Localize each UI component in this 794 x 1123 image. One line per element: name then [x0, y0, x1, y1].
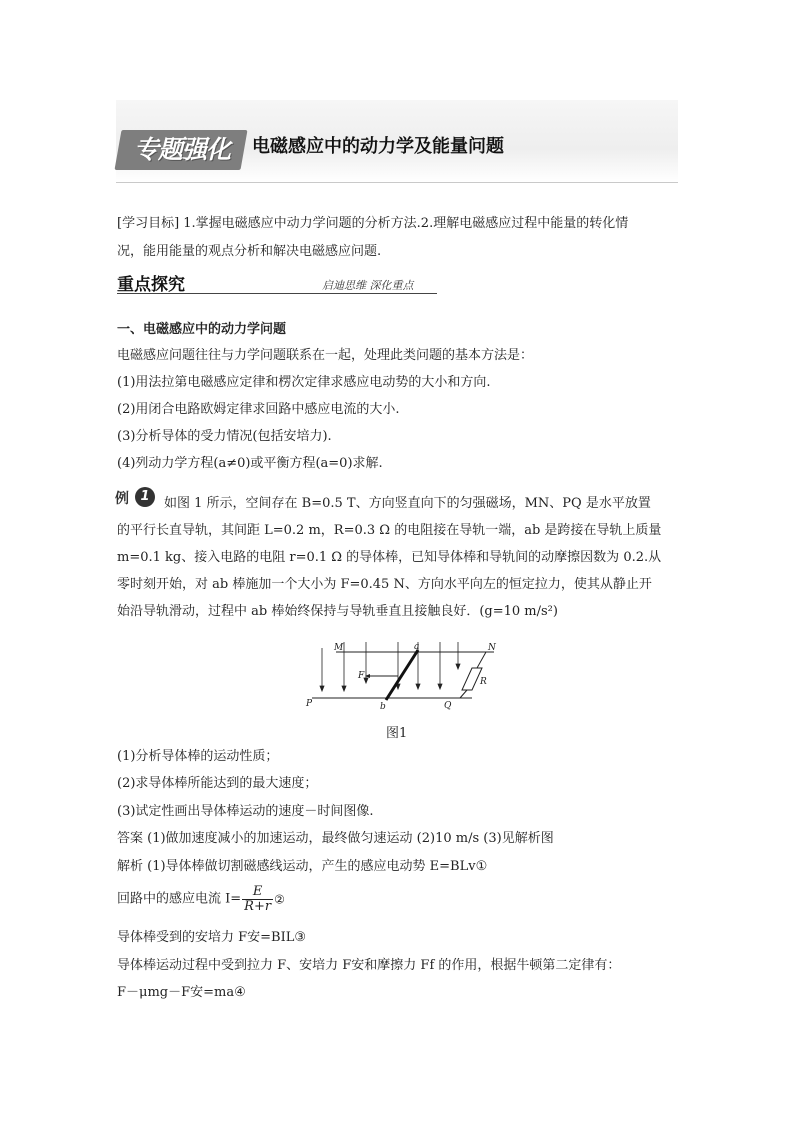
figure-caption: 图1 [386, 726, 408, 741]
analysis-line-1: 解析 (1)导体棒做切割磁感线运动，产生的感应电动势 E=BLv① [117, 859, 488, 874]
objectives-line-2: 况，能用能量的观点分析和解决电磁感应问题. [117, 244, 382, 259]
resistor-lead-bottom [460, 690, 467, 698]
resistor-r [462, 668, 482, 690]
document-title: 电磁感应中的动力学及能量问题 [252, 136, 504, 157]
question-2: (2)求导体棒所能达到的最大速度； [117, 776, 318, 791]
example-badge: 例 [115, 491, 129, 507]
label-q: Q [444, 701, 452, 711]
label-n: N [488, 643, 496, 653]
section-subtitle: 启迪思维 深化重点 [322, 279, 414, 292]
resistor-lead-top [477, 652, 486, 668]
objectives-line-1: [学习目标] 1.掌握电磁感应中动力学问题的分析方法.2.理解电磁感应过程中能量的转化情 [117, 216, 629, 231]
analysis-line-4: 导体棒运动过程中受到拉力 F、安培力 F安和摩擦力 Ff 的作用，根据牛顿第二定律有： [117, 958, 621, 973]
label-a: a [414, 642, 420, 652]
example-line-4: 零时刻开始，对 ab 棒施加一个大小为 F=0.45 N、方向水平向左的恒定拉力，使其从静止开 [117, 577, 652, 592]
example-line-2: 的平行长直导轨，其间距 L=0.2 m，R=0.3 Ω 的电阻接在导轨一端，ab 是跨接在导轨上质量 [117, 523, 662, 538]
current-fraction [242, 885, 273, 914]
part1-step-2: (2)用闭合电路欧姆定律求回路中感应电流的大小. [117, 402, 400, 417]
fraction-numerator: E [242, 885, 273, 900]
topic-logo-text: 专题强化 [133, 135, 230, 164]
label-f: F [358, 671, 365, 681]
section-divider [117, 293, 437, 294]
example-line-3: m=0.1 kg、接入电路的电阻 r=0.1 Ω 的导体棒，已知导体棒和导轨间的动摩擦因数为 0.2.从 [117, 550, 662, 565]
label-r: R [480, 677, 487, 687]
analysis-line-3: 导体棒受到的安培力 F安=BIL③ [117, 930, 307, 945]
part1-step-1: (1)用法拉第电磁感应定律和楞次定律求感应电动势的大小和方向. [117, 375, 491, 390]
fraction-denominator: R+r [244, 899, 272, 914]
conductor-rod-ab [386, 650, 418, 700]
label-m: M [334, 643, 344, 653]
figure-1-diagram [300, 638, 500, 718]
example-line-1: 如图 1 所示，空间存在 B=0.5 T、方向竖直向下的匀强磁场，MN、PQ 是水平放置 [164, 496, 651, 511]
analysis-line-5: F－μmg－F安=ma④ [117, 985, 246, 1000]
label-p: P [306, 699, 313, 709]
question-1: (1)分析导体棒的运动性质； [117, 749, 279, 764]
analysis-line-2 [117, 885, 285, 914]
section-title: 重点探究 [117, 275, 185, 295]
example-line-5: 始沿导轨滑动，过程中 ab 棒始终保持与导轨垂直且接触良好．(g=10 m/s²) [117, 604, 558, 619]
part1-step-3: (3)分析导体的受力情况(包括安培力). [117, 429, 332, 444]
analysis-line-2-suffix: ② [274, 892, 285, 907]
analysis-line-2-prefix: 回路中的感应电流 I= [117, 891, 242, 907]
label-b: b [380, 702, 386, 712]
example-number: 1 [135, 487, 155, 507]
part1-step-4: (4)列动力学方程(a≠0)或平衡方程(a=0)求解. [117, 456, 383, 471]
answer-line: 答案 (1)做加速度减小的加速运动，最终做匀速运动 (2)10 m/s (3)见解析图 [117, 831, 554, 846]
question-3: (3)试定性画出导体棒运动的速度－时间图像. [117, 804, 374, 819]
part1-intro: 电磁感应问题往往与力学问题联系在一起，处理此类问题的基本方法是： [117, 348, 534, 363]
part1-heading: 一、电磁感应中的动力学问题 [117, 322, 287, 337]
